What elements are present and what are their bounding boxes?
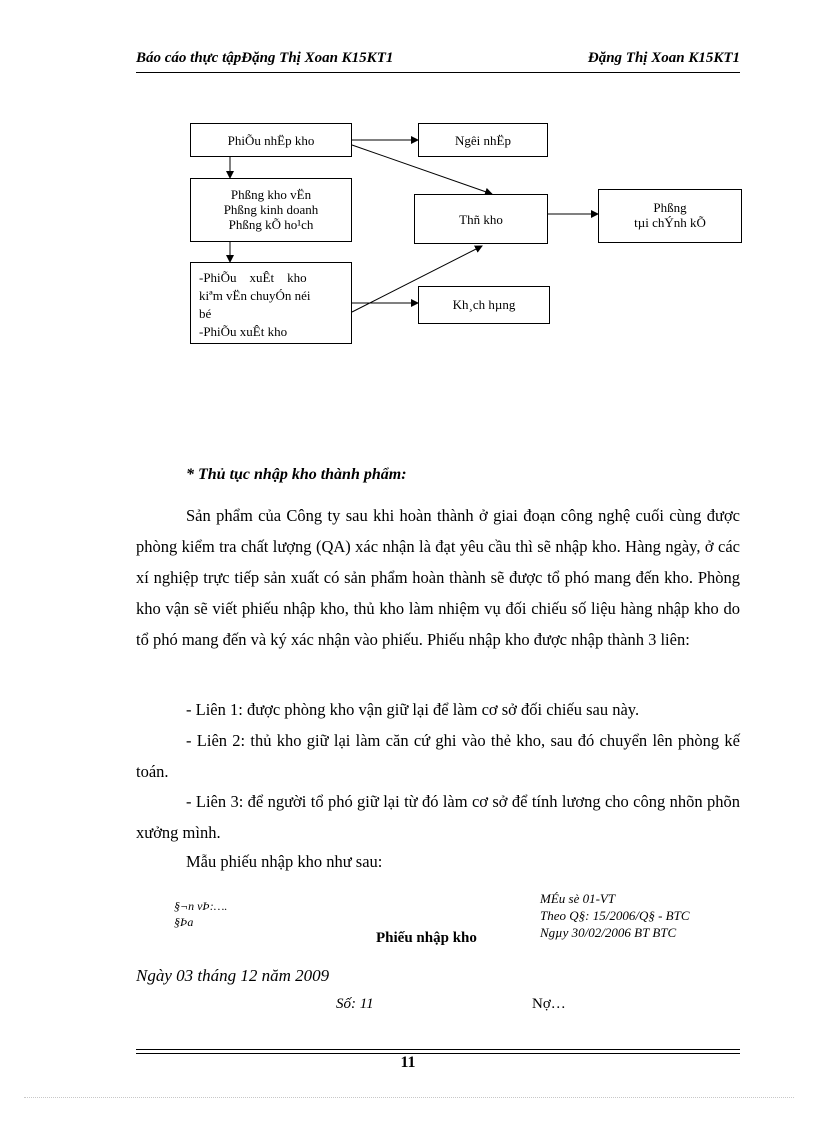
box-phong-ke-hoach: Phßng kÕ ho¹ch xyxy=(228,217,314,232)
box-phong-kho xyxy=(190,178,352,242)
paragraph-intro: Sản phẩm của Công ty sau khi hoàn thành ở giai đoạn công nghệ cuối cùng được phòng kiểm tra chất lượng (QA) xác nhận là đạt yêu cầu thì sẽ nhập kho. Hàng ngày, ở các xí nghiệp trực tiếp sản xuất có sản phẩm hoàn thành sẽ được tổ phó mang đến kho. Phòng kho vận sẽ viết phiếu nhập kho, thủ kho làm nhiệm vụ đối chiếu số liệu hàng nhập kho do tổ phó mang đến và ký xác nhận vào phiếu. Phiếu nhập kho được nhập thành 3 liên: xyxy=(136,506,740,649)
box-khach-hang-label: Kh¸ch hµng xyxy=(452,297,516,312)
box-phong-tai-chinh xyxy=(598,189,742,243)
box-nguoi-nhap-label: Ngêi nhËp xyxy=(455,133,511,148)
page-bottom-dotted-line xyxy=(24,1097,794,1098)
box-khach-hang xyxy=(418,286,550,324)
paragraph-lien-1: - Liên 1: được phòng kho vận giữ lại để làm cơ sở đối chiếu sau này. xyxy=(186,700,640,719)
box-phieu-nhap-kho-label: PhiÕu nhËp kho xyxy=(227,133,315,148)
flowchart-connectors xyxy=(0,0,816,360)
box-thu-kho xyxy=(414,194,548,244)
header-left-text: Báo cáo thực tậpĐặng Thị Xoan K15KT1 xyxy=(136,50,394,66)
form-title: Phiếu nhập kho xyxy=(376,930,477,946)
box-phieu-nhap-kho xyxy=(190,123,352,157)
paragraph-lien-3: - Liên 3: để người tổ phó giữ lại từ đó làm cơ sở để tính lương cho công nhõn phõn xưởng mình. xyxy=(136,792,740,842)
form-date: Ngày 03 tháng 12 năm 2009 xyxy=(136,966,330,985)
section-title: * Thủ tục nhập kho thành phẩm: xyxy=(186,466,407,483)
box-phieu-xuat xyxy=(190,262,352,344)
form-don-vi: §¬n vÞ:…. xyxy=(174,899,228,913)
form-unit-info xyxy=(174,898,227,930)
footer-divider-top xyxy=(136,1049,740,1050)
box-phieu-xuat-line3: bé xyxy=(199,306,212,321)
form-dia-chi: §Þa xyxy=(174,915,194,929)
form-theo-qd: Theo Q§: 15/2006/Q§ - BTC xyxy=(540,908,690,923)
page-number: 11 xyxy=(400,1054,416,1071)
box-thu-kho-label: Thñ kho xyxy=(459,212,503,227)
form-number: Số: 11 xyxy=(336,996,374,1012)
paragraph-form-intro: Mẫu phiếu nhập kho như sau: xyxy=(186,852,383,871)
box-phieu-xuat-line4: -PhiÕu xuÊt kho xyxy=(199,324,288,339)
paragraph-lien-2: - Liên 2: thủ kho giữ lại làm căn cứ ghi vào thẻ kho, sau đó chuyển lên phòng kế toán. xyxy=(136,731,740,781)
box-phong-tai-chinh-line2: tµi chÝnh kÕ xyxy=(634,215,706,230)
header-right-text: Đặng Thị Xoan K15KT1 xyxy=(587,50,740,66)
box-phong-kinh-doanh: Phßng kinh doanh xyxy=(223,202,319,217)
box-nguoi-nhap xyxy=(418,123,548,157)
box-phong-kho-van: Phßng kho vËn xyxy=(230,187,312,202)
box-phong-tai-chinh-line1: Phßng xyxy=(653,200,687,215)
form-mau-so: MÉu sè 01-VT xyxy=(540,891,616,906)
form-debit: Nợ… xyxy=(532,996,566,1012)
form-ngay-qd: Ngµy 30/02/2006 BT BTC xyxy=(540,925,677,940)
box-phieu-xuat-line2: kiªm vËn chuyÓn néi xyxy=(199,288,311,303)
box-phieu-xuat-line1: -PhiÕu xuÊt kho xyxy=(199,270,307,285)
form-template-info xyxy=(540,890,690,941)
